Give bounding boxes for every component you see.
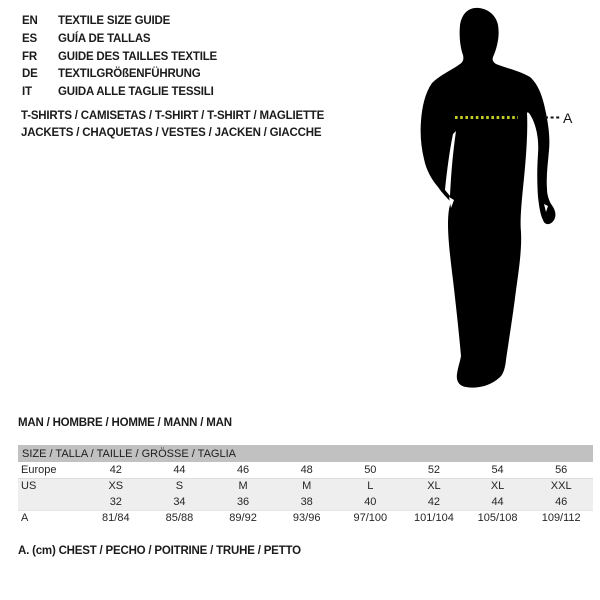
table-cell: 42 <box>109 463 122 476</box>
table-cell: 52 <box>427 463 441 476</box>
table-cell: 97/100 <box>339 510 403 526</box>
lang-label: TEXTILGRÖßENFÜHRUNG <box>58 68 201 81</box>
lang-row-it <box>22 84 217 102</box>
row-label <box>18 494 84 510</box>
category-jackets: JACKETS / CHAQUETAS / VESTES / JACKEN / GIACCHE <box>21 127 322 139</box>
row-label: US <box>18 478 84 494</box>
lang-code: EN <box>22 15 38 27</box>
row-label: A <box>18 510 84 526</box>
table-cell: 48 <box>300 463 313 476</box>
table-cell: 89/92 <box>211 510 275 526</box>
table-cell: 105/108 <box>466 510 530 526</box>
lang-row-es <box>22 31 217 49</box>
table-row-us-numeric <box>18 494 593 510</box>
table-cell: 46 <box>236 463 250 476</box>
table-cell: XL <box>402 478 466 494</box>
lang-row-de <box>22 66 217 84</box>
lang-label: TEXTILE SIZE GUIDE <box>58 15 171 27</box>
table-cell: M <box>211 478 275 494</box>
table-row-europe <box>18 462 593 478</box>
lang-row-fr <box>22 49 217 67</box>
table-cell: 40 <box>339 494 403 510</box>
man-figure <box>405 0 600 400</box>
table-cell: 32 <box>84 494 148 510</box>
table-cell: 34 <box>148 494 212 510</box>
row-label: Europe <box>21 463 57 476</box>
table-cell: 38 <box>275 494 339 510</box>
lang-label: GUIDE DES TAILLES TEXTILE <box>58 50 217 63</box>
size-table-header <box>18 445 593 462</box>
table-cell: 101/104 <box>402 510 466 526</box>
size-table-header-label: SIZE / TALLA / TAILLE / GRÖSSE / TAGLIA <box>18 445 593 462</box>
measurement-footnote: A. (cm) CHEST / PECHO / POITRINE / TRUHE / PETTO <box>18 545 301 557</box>
size-table <box>18 445 593 526</box>
table-cell: XXL <box>529 478 593 494</box>
lang-code: IT <box>22 86 32 99</box>
table-cell: XS <box>84 478 148 494</box>
section-title-man: MAN / HOMBRE / HOMME / MANN / MAN <box>18 417 232 429</box>
table-cell: M <box>275 478 339 494</box>
measure-label-a: A <box>563 110 573 126</box>
table-cell: 93/96 <box>275 510 339 526</box>
lang-label: GUIDA ALLE TAGLIE TESSILI <box>58 86 214 99</box>
category-tshirts: T-SHIRTS / CAMISETAS / T-SHIRT / T-SHIRT / MAGLIETTE <box>21 110 325 122</box>
lang-code: ES <box>22 32 37 45</box>
table-cell: 36 <box>211 494 275 510</box>
table-cell: XL <box>466 478 530 494</box>
language-list <box>22 13 217 102</box>
lang-code: FR <box>22 50 37 63</box>
lang-label: GUÍA DE TALLAS <box>58 32 151 45</box>
table-cell: 81/84 <box>84 510 148 526</box>
table-cell: 44 <box>173 463 186 476</box>
lang-row-en <box>22 13 217 31</box>
table-cell: 42 <box>402 494 466 510</box>
table-row-us <box>18 478 593 494</box>
table-cell: 50 <box>364 463 377 476</box>
table-cell: 56 <box>555 463 568 476</box>
table-cell: L <box>339 478 403 494</box>
table-cell: 46 <box>529 494 593 510</box>
man-silhouette <box>421 8 556 388</box>
table-cell: 44 <box>466 494 530 510</box>
table-cell: 54 <box>491 463 504 476</box>
table-cell: S <box>148 478 212 494</box>
category-lines <box>21 108 324 142</box>
man-silhouette-svg <box>405 0 600 400</box>
table-cell: 85/88 <box>148 510 212 526</box>
table-cell: 109/112 <box>529 510 593 526</box>
lang-code: DE <box>22 68 38 81</box>
table-row-chest-cm <box>18 510 593 526</box>
